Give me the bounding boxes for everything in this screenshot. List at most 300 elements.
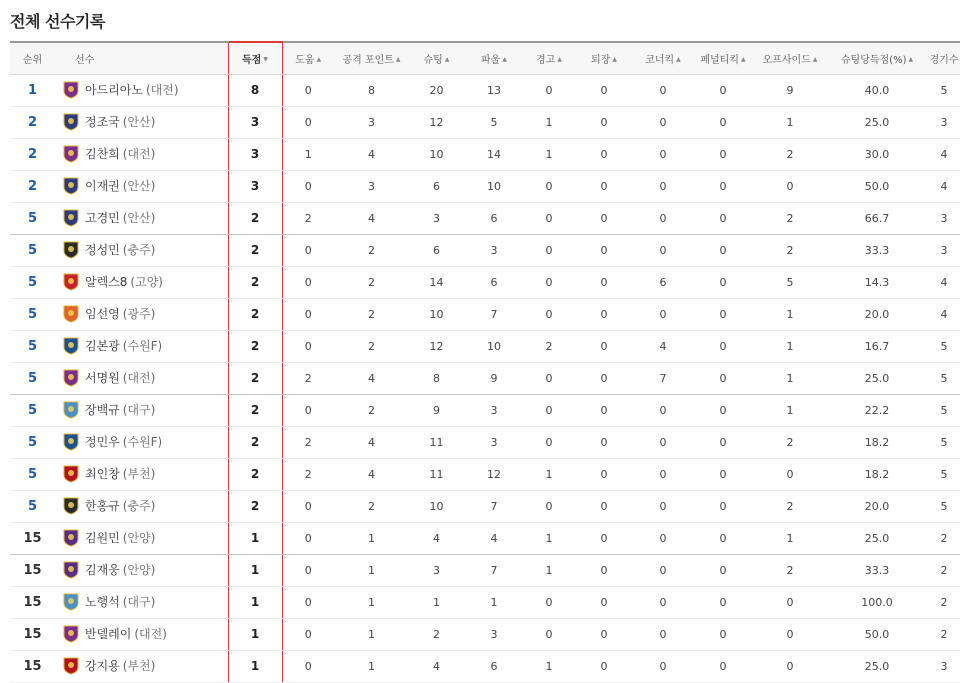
- penalties-cell: 0: [692, 586, 754, 618]
- col-header-red[interactable]: 퇴장 ▲: [574, 42, 634, 74]
- rank-cell: 2: [10, 138, 55, 170]
- penalties-cell: 0: [692, 234, 754, 266]
- shot-pct-cell: 50.0: [826, 170, 928, 202]
- rank-cell: 5: [10, 490, 55, 522]
- team-crest-icon: [63, 529, 79, 547]
- attack-points-cell: 2: [334, 234, 409, 266]
- games-cell: 2: [928, 554, 960, 586]
- attack-points-cell: 2: [334, 298, 409, 330]
- yellow-cell: 0: [524, 170, 574, 202]
- red-cell: 0: [574, 394, 634, 426]
- games-cell: 3: [928, 106, 960, 138]
- page-title: 전체 선수기록: [10, 12, 105, 31]
- player-cell[interactable]: [55, 74, 228, 106]
- player-cell[interactable]: [55, 554, 228, 586]
- red-cell: 0: [574, 458, 634, 490]
- player-name[interactable]: 정성민: [85, 242, 120, 257]
- penalties-cell: 0: [692, 362, 754, 394]
- team-crest-icon: [63, 305, 79, 323]
- player-team: (충주): [122, 498, 156, 513]
- offsides-cell: 0: [754, 586, 826, 618]
- player-team: (부천): [122, 658, 156, 673]
- shot-pct-cell: 20.0: [826, 490, 928, 522]
- red-cell: 0: [574, 234, 634, 266]
- sort-asc-icon: ▲: [741, 56, 746, 64]
- player-name[interactable]: 장백규: [85, 402, 120, 417]
- shots-cell: 3: [409, 554, 464, 586]
- player-name[interactable]: 알렉스8: [85, 274, 128, 289]
- goals-cell: 2: [228, 490, 282, 522]
- player-cell[interactable]: [55, 266, 228, 298]
- team-crest-icon: [63, 561, 79, 579]
- goals-cell: 2: [228, 426, 282, 458]
- team-crest-icon: [63, 625, 79, 643]
- offsides-cell: 1: [754, 106, 826, 138]
- shots-cell: 10: [409, 490, 464, 522]
- shot-pct-cell: 25.0: [826, 650, 928, 682]
- shot-pct-cell: 18.2: [826, 458, 928, 490]
- col-header-games[interactable]: 경기수: [928, 42, 960, 74]
- player-cell[interactable]: [55, 234, 228, 266]
- player-team: (안양): [122, 530, 156, 545]
- shot-pct-cell: 22.2: [826, 394, 928, 426]
- fouls-cell: 6: [464, 266, 524, 298]
- shot-pct-cell: 50.0: [826, 618, 928, 650]
- assists-cell: 1: [282, 138, 334, 170]
- penalties-cell: 0: [692, 170, 754, 202]
- fouls-cell: 12: [464, 458, 524, 490]
- player-team: (대전): [122, 370, 156, 385]
- shots-cell: 10: [409, 138, 464, 170]
- games-cell: 2: [928, 522, 960, 554]
- team-crest-icon: [63, 241, 79, 259]
- player-team: (대구): [122, 594, 156, 609]
- sort-asc-icon: ▲: [908, 56, 914, 64]
- col-header-shot-pct[interactable]: 슈팅당득점(%) ▲: [826, 42, 928, 74]
- shots-cell: 20: [409, 74, 464, 106]
- attack-points-cell: 1: [334, 522, 409, 554]
- red-cell: 0: [574, 362, 634, 394]
- red-cell: 0: [574, 650, 634, 682]
- table-row: [10, 266, 960, 298]
- attack-points-cell: 3: [334, 106, 409, 138]
- red-cell: 0: [574, 106, 634, 138]
- sort-desc-icon: ▼: [263, 56, 268, 64]
- player-cell[interactable]: [55, 106, 228, 138]
- games-cell: 5: [928, 458, 960, 490]
- player-stats-table: [10, 41, 960, 683]
- table-row: [10, 138, 960, 170]
- corners-cell: 0: [634, 490, 692, 522]
- goals-cell: 1: [228, 586, 282, 618]
- team-crest-icon: [63, 113, 79, 131]
- goals-cell: 1: [228, 554, 282, 586]
- col-header-player: 선수: [55, 42, 228, 74]
- rank-cell: 15: [10, 618, 55, 650]
- penalties-cell: 0: [692, 330, 754, 362]
- shot-pct-cell: 14.3: [826, 266, 928, 298]
- player-cell[interactable]: [55, 362, 228, 394]
- corners-cell: 7: [634, 362, 692, 394]
- fouls-cell: 7: [464, 298, 524, 330]
- col-header-shots[interactable]: 슈팅 ▲: [409, 42, 464, 74]
- player-team: (안양): [122, 562, 156, 577]
- shots-cell: 4: [409, 522, 464, 554]
- player-cell[interactable]: [55, 394, 228, 426]
- shot-pct-cell: 16.7: [826, 330, 928, 362]
- col-header-fouls[interactable]: 파울 ▲: [464, 42, 524, 74]
- offsides-cell: 1: [754, 522, 826, 554]
- table-row: [10, 426, 960, 458]
- fouls-cell: 5: [464, 106, 524, 138]
- player-team: (대구): [122, 402, 156, 417]
- player-cell[interactable]: [55, 298, 228, 330]
- corners-cell: 0: [634, 170, 692, 202]
- player-name[interactable]: 최인창: [85, 466, 120, 481]
- player-stats-table-container: [10, 41, 959, 676]
- team-crest-icon: [63, 433, 79, 451]
- games-cell: 5: [928, 74, 960, 106]
- player-cell[interactable]: [55, 138, 228, 170]
- games-cell: 5: [928, 490, 960, 522]
- assists-cell: 0: [282, 490, 334, 522]
- player-team: (수원F): [122, 338, 163, 353]
- table-row: [10, 202, 960, 234]
- offsides-cell: 2: [754, 554, 826, 586]
- yellow-cell: 1: [524, 458, 574, 490]
- fouls-cell: 4: [464, 522, 524, 554]
- player-team: (대전): [122, 146, 156, 161]
- fouls-cell: 1: [464, 586, 524, 618]
- goals-cell: 2: [228, 234, 282, 266]
- corners-cell: 0: [634, 426, 692, 458]
- player-name[interactable]: 정조국: [85, 114, 120, 129]
- table-row: [10, 106, 960, 138]
- rank-cell: 15: [10, 586, 55, 618]
- team-crest-icon: [63, 273, 79, 291]
- attack-points-cell: 8: [334, 74, 409, 106]
- fouls-cell: 10: [464, 170, 524, 202]
- player-cell[interactable]: [55, 650, 228, 682]
- red-cell: 0: [574, 554, 634, 586]
- table-row: [10, 362, 960, 394]
- assists-cell: 0: [282, 266, 334, 298]
- player-team: (수원F): [122, 434, 163, 449]
- goals-cell: 2: [228, 362, 282, 394]
- shot-pct-cell: 40.0: [826, 74, 928, 106]
- player-team: (충주): [122, 242, 156, 257]
- yellow-cell: 0: [524, 490, 574, 522]
- shot-pct-cell: 25.0: [826, 362, 928, 394]
- attack-points-cell: 4: [334, 458, 409, 490]
- col-header-corners[interactable]: 코너킥 ▲: [634, 42, 692, 74]
- games-cell: 4: [928, 266, 960, 298]
- corners-cell: 0: [634, 554, 692, 586]
- attack-points-cell: 4: [334, 362, 409, 394]
- goals-cell: 2: [228, 202, 282, 234]
- team-crest-icon: [63, 593, 79, 611]
- offsides-cell: 1: [754, 330, 826, 362]
- team-crest-icon: [63, 209, 79, 227]
- fouls-cell: 6: [464, 202, 524, 234]
- goals-cell: 1: [228, 618, 282, 650]
- corners-cell: 4: [634, 330, 692, 362]
- player-name[interactable]: 노행석: [85, 594, 120, 609]
- shot-pct-cell: 30.0: [826, 138, 928, 170]
- player-name[interactable]: 임선영: [85, 306, 120, 321]
- player-name[interactable]: 한홍규: [85, 498, 120, 513]
- table-row: [10, 554, 960, 586]
- corners-cell: 0: [634, 106, 692, 138]
- offsides-cell: 5: [754, 266, 826, 298]
- team-crest-icon: [63, 369, 79, 387]
- player-cell[interactable]: [55, 618, 228, 650]
- attack-points-cell: 2: [334, 394, 409, 426]
- assists-cell: 2: [282, 426, 334, 458]
- penalties-cell: 0: [692, 458, 754, 490]
- shot-pct-cell: 18.2: [826, 426, 928, 458]
- shots-cell: 9: [409, 394, 464, 426]
- player-name[interactable]: 정민우: [85, 434, 120, 449]
- shot-pct-cell: 20.0: [826, 298, 928, 330]
- penalties-cell: 0: [692, 266, 754, 298]
- player-cell[interactable]: [55, 458, 228, 490]
- fouls-cell: 3: [464, 394, 524, 426]
- col-header-goals[interactable]: 득점 ▼: [228, 42, 282, 74]
- corners-cell: 0: [634, 650, 692, 682]
- rank-cell: 15: [10, 522, 55, 554]
- table-body: [10, 74, 960, 682]
- col-header-assists[interactable]: 도움 ▲: [282, 42, 334, 74]
- assists-cell: 0: [282, 522, 334, 554]
- red-cell: 0: [574, 202, 634, 234]
- offsides-cell: 2: [754, 202, 826, 234]
- penalties-cell: 0: [692, 138, 754, 170]
- corners-cell: 0: [634, 202, 692, 234]
- col-header-yellow[interactable]: 경고 ▲: [524, 42, 574, 74]
- player-cell[interactable]: [55, 522, 228, 554]
- corners-cell: 0: [634, 458, 692, 490]
- attack-points-cell: 2: [334, 490, 409, 522]
- offsides-cell: 1: [754, 394, 826, 426]
- yellow-cell: 0: [524, 266, 574, 298]
- games-cell: 3: [928, 650, 960, 682]
- goals-cell: 1: [228, 522, 282, 554]
- team-crest-icon: [63, 145, 79, 163]
- red-cell: 0: [574, 618, 634, 650]
- red-cell: 0: [574, 266, 634, 298]
- attack-points-cell: 2: [334, 266, 409, 298]
- corners-cell: 0: [634, 522, 692, 554]
- sort-asc-icon: ▲: [612, 56, 617, 64]
- penalties-cell: 0: [692, 618, 754, 650]
- yellow-cell: 0: [524, 362, 574, 394]
- team-crest-icon: [63, 337, 79, 355]
- table-row: [10, 650, 960, 682]
- player-team: (고양): [130, 274, 163, 289]
- player-name[interactable]: 김재웅: [85, 562, 120, 577]
- sort-asc-icon: ▲: [812, 56, 818, 64]
- player-cell[interactable]: [55, 586, 228, 618]
- rank-cell: 5: [10, 426, 55, 458]
- fouls-cell: 7: [464, 490, 524, 522]
- shots-cell: 10: [409, 298, 464, 330]
- player-name[interactable]: 김찬희: [85, 146, 120, 161]
- shot-pct-cell: 33.3: [826, 234, 928, 266]
- player-cell[interactable]: [55, 490, 228, 522]
- player-team: (안산): [122, 178, 156, 193]
- offsides-cell: 0: [754, 650, 826, 682]
- rank-cell: 5: [10, 362, 55, 394]
- player-cell[interactable]: [55, 426, 228, 458]
- table-header-row: [10, 42, 960, 74]
- player-name[interactable]: 서명원: [85, 370, 120, 385]
- player-name[interactable]: 이재권: [85, 178, 120, 193]
- assists-cell: 0: [282, 394, 334, 426]
- attack-points-cell: 4: [334, 426, 409, 458]
- penalties-cell: 0: [692, 202, 754, 234]
- table-row: [10, 586, 960, 618]
- player-cell[interactable]: [55, 202, 228, 234]
- assists-cell: 0: [282, 74, 334, 106]
- rank-cell: 5: [10, 394, 55, 426]
- col-header-offsides[interactable]: 오프사이드 ▲: [754, 42, 826, 74]
- assists-cell: 0: [282, 298, 334, 330]
- fouls-cell: 10: [464, 330, 524, 362]
- yellow-cell: 0: [524, 586, 574, 618]
- player-name[interactable]: 아드리아노: [85, 82, 143, 97]
- red-cell: 0: [574, 426, 634, 458]
- corners-cell: 0: [634, 138, 692, 170]
- offsides-cell: 9: [754, 74, 826, 106]
- penalties-cell: 0: [692, 650, 754, 682]
- shots-cell: 12: [409, 106, 464, 138]
- table-row: [10, 330, 960, 362]
- table-row: [10, 298, 960, 330]
- games-cell: 5: [928, 330, 960, 362]
- team-crest-icon: [63, 81, 79, 99]
- player-name[interactable]: 김원민: [85, 530, 120, 545]
- sort-asc-icon: ▲: [676, 56, 681, 64]
- team-crest-icon: [63, 657, 79, 675]
- col-header-rank: 순위: [10, 42, 55, 74]
- corners-cell: 6: [634, 266, 692, 298]
- red-cell: 0: [574, 490, 634, 522]
- fouls-cell: 7: [464, 554, 524, 586]
- assists-cell: 0: [282, 330, 334, 362]
- rank-cell: 2: [10, 170, 55, 202]
- table-row: [10, 490, 960, 522]
- table-row: [10, 618, 960, 650]
- team-crest-icon: [63, 465, 79, 483]
- col-header-penalties[interactable]: 페널티킥 ▲: [692, 42, 754, 74]
- rank-cell: 5: [10, 298, 55, 330]
- penalties-cell: 0: [692, 74, 754, 106]
- yellow-cell: 2: [524, 330, 574, 362]
- red-cell: 0: [574, 330, 634, 362]
- yellow-cell: 0: [524, 298, 574, 330]
- team-crest-icon: [63, 401, 79, 419]
- goals-cell: 3: [228, 138, 282, 170]
- shots-cell: 12: [409, 330, 464, 362]
- player-team: (대전): [145, 82, 179, 97]
- player-name[interactable]: 반델레이: [85, 626, 132, 641]
- player-cell[interactable]: [55, 330, 228, 362]
- rank-cell: 5: [10, 266, 55, 298]
- player-team: (광주): [122, 306, 156, 321]
- shots-cell: 4: [409, 650, 464, 682]
- corners-cell: 0: [634, 234, 692, 266]
- sort-asc-icon: ▲: [395, 56, 401, 64]
- shots-cell: 14: [409, 266, 464, 298]
- penalties-cell: 0: [692, 106, 754, 138]
- shot-pct-cell: 100.0: [826, 586, 928, 618]
- shots-cell: 8: [409, 362, 464, 394]
- fouls-cell: 3: [464, 234, 524, 266]
- penalties-cell: 0: [692, 394, 754, 426]
- rank-cell: 1: [10, 74, 55, 106]
- games-cell: 4: [928, 138, 960, 170]
- games-cell: 5: [928, 362, 960, 394]
- assists-cell: 0: [282, 170, 334, 202]
- assists-cell: 2: [282, 458, 334, 490]
- fouls-cell: 3: [464, 426, 524, 458]
- fouls-cell: 6: [464, 650, 524, 682]
- shots-cell: 11: [409, 426, 464, 458]
- yellow-cell: 1: [524, 138, 574, 170]
- player-name[interactable]: 고경민: [85, 210, 120, 225]
- goals-cell: 8: [228, 74, 282, 106]
- goals-cell: 3: [228, 170, 282, 202]
- red-cell: 0: [574, 298, 634, 330]
- assists-cell: 0: [282, 234, 334, 266]
- player-name[interactable]: 강지용: [85, 658, 120, 673]
- col-header-attack-points[interactable]: 공격 포인트 ▲: [334, 42, 409, 74]
- sort-asc-icon: ▲: [444, 56, 450, 64]
- games-cell: 5: [928, 394, 960, 426]
- assists-cell: 2: [282, 202, 334, 234]
- player-team: (안산): [122, 210, 156, 225]
- assists-cell: 2: [282, 362, 334, 394]
- red-cell: 0: [574, 586, 634, 618]
- player-team: (대전): [134, 626, 167, 641]
- corners-cell: 0: [634, 74, 692, 106]
- shots-cell: 6: [409, 170, 464, 202]
- table-row: [10, 522, 960, 554]
- attack-points-cell: 1: [334, 586, 409, 618]
- corners-cell: 0: [634, 618, 692, 650]
- attack-points-cell: 2: [334, 330, 409, 362]
- rank-cell: 15: [10, 554, 55, 586]
- offsides-cell: 0: [754, 170, 826, 202]
- yellow-cell: 0: [524, 394, 574, 426]
- table-row: [10, 170, 960, 202]
- goals-cell: 1: [228, 650, 282, 682]
- yellow-cell: 0: [524, 618, 574, 650]
- corners-cell: 0: [634, 586, 692, 618]
- attack-points-cell: 3: [334, 170, 409, 202]
- shots-cell: 1: [409, 586, 464, 618]
- player-cell[interactable]: [55, 170, 228, 202]
- red-cell: 0: [574, 170, 634, 202]
- yellow-cell: 0: [524, 426, 574, 458]
- games-cell: 3: [928, 202, 960, 234]
- sort-asc-icon: ▲: [557, 56, 562, 64]
- offsides-cell: 2: [754, 234, 826, 266]
- player-name[interactable]: 김본광: [85, 338, 120, 353]
- games-cell: 3: [928, 234, 960, 266]
- shot-pct-cell: 25.0: [826, 522, 928, 554]
